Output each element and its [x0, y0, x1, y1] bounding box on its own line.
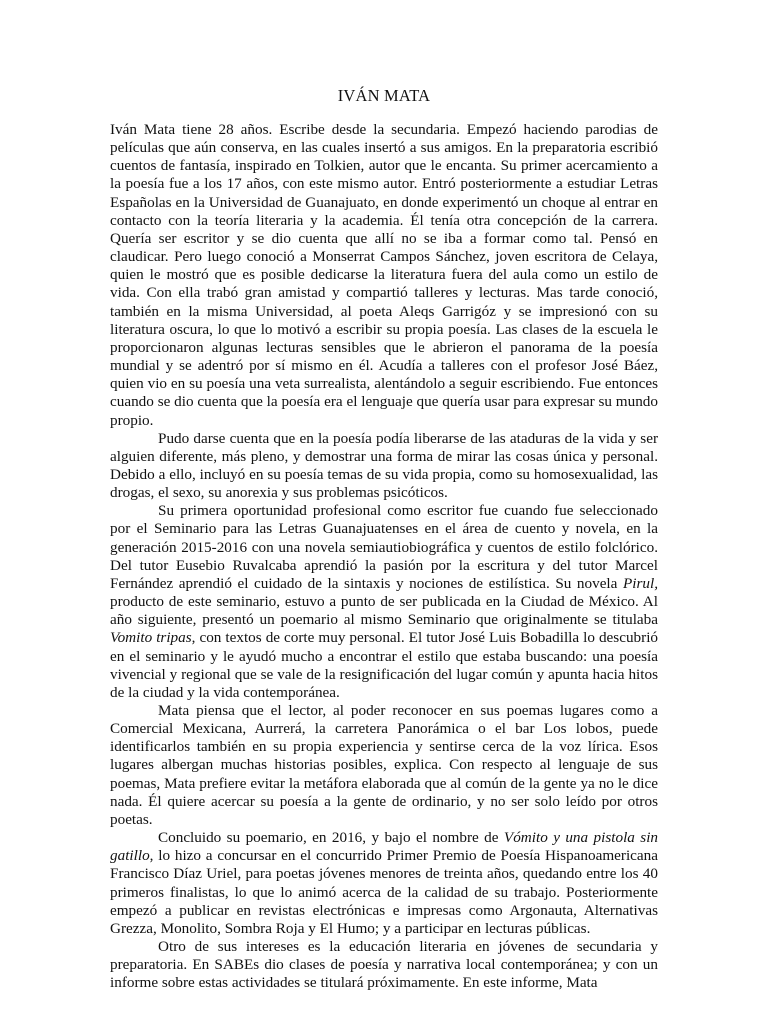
paragraph-text: Su primera oportunidad profesional como escritor fue cuando fue seleccionado por el Seminario para las Letras Guanajuatenses en el área de cuento y novela, en la generación 2015-2016 con una novela semiautiobiográfica y cuentos de estilo folclórico. Del tutor Eusebio Ruvalcaba aprendió la pasión por la escritura y del tutor Marcel Fernández aprendió el cuidado de la sintaxis y nociones de estilística. Su novela: [110, 502, 658, 592]
paragraph-text: Otro de sus intereses es la educación literaria en jóvenes de secundaria y preparatoria. En SABEs dio clases de poesía y narrativa local contemporánea; y con un informe sobre estas actividades se titulará próximamente. En este informe, Mata: [110, 938, 658, 992]
paragraph-text: Iván Mata tiene 28 años. Escribe desde la secundaria. Empezó haciendo parodias de películas que aún conserva, en las cuales insertó a sus amigos. En la preparatoria escribió cuentos de fantasía, inspirado en Tolkien, autor que le encanta. Su primer acercamiento a la poesía fue a los 17 años, con este mismo autor. Entró posteriormente a estudiar Letras Españolas en la Universidad de Guanajuato, en donde experimentó un choque al entrar en contacto con la teoría literaria y la academia. Él tenía otra concepción de la carrera. Quería ser escritor y se dio cuenta que allí no se iba a formar como tal. Pensó en claudicar. Pero luego conoció a Monserrat Campos Sánchez, joven escritora de Celaya, quien le mostró que es posible dedicarse la literatura fuera del aula como un estilo de vida. Con ella trabó gran amistad y compartió talleres y lecturas. Mas tarde conoció, también en la misma Universidad, al poeta Aleqs Garrigóz y se impresionó con su literatura oscura, lo que lo motivó a escribir su propia poesía. Las clases de la escuela le proporcionaron algunas lecturas sensibles que le abrieron el panorama de la poesía mundial y se adentró por sí mismo en él. Acudía a talleres con el profesor José Báez, quien vio en su poesía una veta surrealista, alentándolo a seguir escribiendo. Fue entonces cuando se dio cuenta que la poesía era el lenguaje que quería usar para expresar su mundo propio.: [110, 121, 658, 429]
italic-title-text: Pirul,: [622, 574, 658, 592]
paragraph-text: Mata piensa que el lector, al poder reconocer en sus poemas lugares como a Comercial Mexicana, Aurrerá, la carretera Panorámica o el bar Los lobos, puede identificarlos también en su propia experiencia y sentirse cerca de la voz lírica. Esos lugares albergan muchas historias posibles, explica. Con respecto al lenguaje de sus poemas, Mata prefiere evitar la metáfora elaborada que al común de la gente ya no le dice nada. Él quiere acercar su poesía a la gente de ordinario, y no ser solo leído por otros poetas.: [110, 702, 658, 828]
paragraph-text: Pudo darse cuenta que en la poesía podía liberarse de las ataduras de la vida y ser alguien diferente, más pleno, y demostrar una forma de mirar las cosas única y personal. Debido a ello, incluyó en su poesía temas de su vida propia, como su homosexualidad, las drogas, el sexo, su anorexia y sus problemas psicóticos.: [110, 429, 658, 502]
paragraph-text: , con textos de corte muy personal. El tutor José Luis Bobadilla lo descubrió en el seminario y le ayudó mucho a encontrar el estilo que estaba buscando: una poesía vivencial y regional que se vale de la resignificación del lugar común y apunta hacia hitos de la ciudad y la vida contemporánea.: [110, 629, 659, 701]
italic-title-text: Vómito y una pistola sin gatillo: [110, 829, 659, 865]
paragraph-text: Concluido su poemario, en 2016, y bajo el nombre de: [158, 829, 504, 847]
paragraph: [110, 829, 658, 938]
paragraph-text: , lo hizo a concursar en el concurrido Primer Premio de Poesía Hispanoamericana Francisco Díaz Uriel, para poetas jóvenes menores de treinta años, quedando entre los 40 primeros finalistas, lo que lo animó acerca de la calidad de su trabajo. Posteriormente empezó a publicar en revistas electrónicas e impresas como Argonauta, Alternativas Grezza, Monolito, Sombra Roja y El Humo; y a participar en lecturas públicas.: [110, 847, 658, 937]
paragraph: [110, 430, 658, 503]
paragraph: [110, 121, 658, 430]
paragraph-text: producto de este seminario, estuvo a punto de ser publicada en la Ciudad de México. Al año siguiente, presentó un poemario al mismo Seminario que originalmente se titulaba: [110, 593, 658, 629]
italic-title-text: Vomito tripas: [110, 629, 192, 647]
paragraph: [110, 702, 658, 829]
document-body: [110, 121, 658, 993]
paragraph: [110, 502, 658, 702]
paragraph: [110, 938, 658, 992]
document-title: IVÁN MATA: [337, 86, 431, 105]
